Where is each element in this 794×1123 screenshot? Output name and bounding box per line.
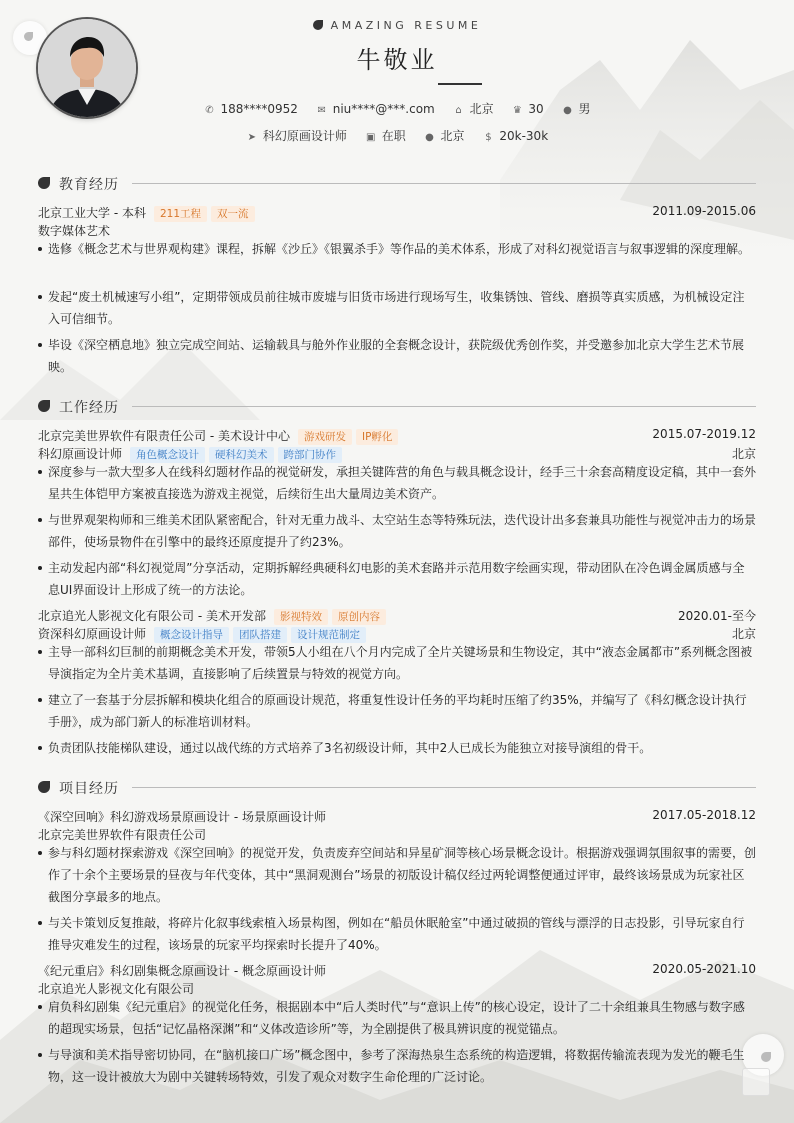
education-row	[38, 204, 756, 222]
job-period: 2015.07-2019.12	[652, 427, 756, 441]
project-org: 北京追光人影视文化有限公司	[38, 982, 195, 996]
list-item: 建立了一套基于分层拆解和模块化组合的原画设计规范，将重复性设计任务的平均耗时压缩了约35%，并编写了《科幻概念设计执行手册》，成为部门新人的标准培训材料。	[38, 689, 756, 733]
list-item: 深度参与一款大型多人在线科幻题材作品的视觉研发，承担关键阵营的角色与载具概念设计，经手三十余套高精度设定稿，其中一套外星共生体铠甲方案被直接选为游戏主视觉，后续衍生出大量周边美术资产。	[38, 461, 756, 505]
list-item: 参与科幻题材探索游戏《深空回响》的视觉开发，负责废弃空间站和异星矿洞等核心场景概念设计。根据游戏强调氛围叙事的需要，创作了十余个主要场景的昼夜与年代变体，其中“黑洞观测台”场景的初版设计稿仅经过两轮调整便通过评审，最终该场景成为玩家社区截图分享最多的地点。	[38, 842, 756, 908]
education-major: 数字媒体艺术	[38, 224, 111, 238]
contact-gender: ● 男	[563, 102, 591, 116]
job-company-row	[38, 427, 756, 445]
section-projects-header	[38, 778, 756, 798]
bullet-dot	[38, 921, 42, 925]
home-icon: ⌂	[455, 105, 462, 116]
project-name: 《深空回响》科幻游戏场景原画设计 - 场景原画设计师	[38, 810, 326, 824]
company-name: 北京追光人影视文化有限公司 - 美术开发部	[38, 609, 266, 623]
bullet-dot	[38, 470, 42, 474]
intention-line	[0, 127, 794, 144]
project-name: 《纪元重启》科幻剧集概念原画设计 - 概念原画设计师	[38, 964, 326, 978]
section-education-header	[38, 174, 756, 194]
brand-text: AMAZING RESUME	[330, 19, 482, 32]
bullet-dot	[38, 518, 42, 522]
contact-age: ♛ 30	[512, 102, 544, 116]
tag: 原创内容	[332, 609, 386, 625]
section-leaf-icon	[38, 177, 50, 189]
bullet-dot	[38, 746, 42, 750]
school-name: 北京工业大学 - 本科	[38, 206, 146, 220]
list-item: 选修《概念艺术与世界观构建》课程，拆解《沙丘》《银翼杀手》等作品的美术体系，形成了对科幻视觉语言与叙事逻辑的深度理解。	[38, 238, 756, 260]
age-cake-icon: ♛	[512, 105, 522, 116]
tag: 双一流	[211, 206, 255, 222]
section-title: 项目经历	[59, 781, 119, 797]
salary-icon: $	[485, 132, 492, 143]
contact-line	[0, 100, 794, 117]
list-item: 主导一部科幻巨制的前期概念美术开发，带领5人小组在八个月内完成了全片关键场景和生物设定，其中“液态金属都市”系列概念图被导演指定为全片美术基调，直接影响了后续置景与特效的视觉方向。	[38, 641, 756, 685]
briefcase-icon: ▣	[365, 132, 376, 143]
intention-status: ▣ 在职	[365, 129, 406, 143]
candidate-name: 牛敬业	[356, 46, 438, 74]
project-org: 北京完美世界软件有限责任公司	[38, 828, 207, 842]
mail-icon: ✉	[317, 105, 326, 116]
tag: 设计规范制定	[291, 627, 366, 643]
section-title: 教育经历	[59, 177, 119, 193]
section-rule	[132, 787, 756, 788]
contact-home: ⌂ 北京	[453, 100, 494, 117]
tag: 硬科幻美术	[209, 447, 274, 463]
bullet-dot	[38, 698, 42, 702]
list-item: 发起“废土机械速写小组”，定期带领成员前往城市废墟与旧货市场进行现场写生，收集锈蚀、管线、磨损等真实质感，为机械设定注入可信细节。	[38, 286, 756, 330]
name-divider	[438, 83, 482, 85]
job-city: 北京	[731, 447, 756, 461]
list-item: 毕设《深空栖息地》独立完成空间站、运输载具与舱外作业服的全套概念设计，获院级优秀创作奖，并受邀参加北京大学生艺术节展映。	[38, 334, 756, 378]
send-icon: ➤	[247, 132, 257, 143]
bullet-dot	[38, 343, 42, 347]
project-period: 2017.05-2018.12	[652, 808, 756, 822]
tag: 211工程	[154, 206, 207, 222]
bullet-dot	[38, 650, 42, 654]
section-title: 工作经历	[59, 400, 119, 416]
bullet-dot	[38, 851, 42, 855]
location-pin-icon: ●	[425, 132, 434, 143]
phone-icon: ✆	[205, 105, 214, 116]
brand-title	[0, 19, 794, 32]
section-rule	[132, 183, 756, 184]
job-city: 北京	[731, 627, 756, 641]
project-row	[38, 808, 756, 825]
section-work-header	[38, 397, 756, 417]
intention-city: ● 北京	[425, 129, 465, 143]
tag: 角色概念设计	[130, 447, 205, 463]
project-period: 2020.05-2021.10	[652, 962, 756, 976]
section-leaf-icon	[38, 781, 50, 793]
list-item: 与世界观架构师和三维美术团队紧密配合，针对无重力战斗、太空站生态等特殊玩法，迭代设计出多套兼具功能性与视觉冲击力的场景部件，使场景物件在引擎中的最终还原度提升了约23%。	[38, 509, 756, 553]
contact-email: ✉ niu****@***.com	[317, 102, 435, 116]
leaf-logo-icon	[313, 20, 323, 30]
project-row	[38, 962, 756, 979]
list-item: 肩负科幻剧集《纪元重启》的视觉化任务，根据剧本中“后人类时代”与“意识上传”的核心设定，设计了二十余组兼具生物感与数字感的超现实场景，包括“记忆晶格深渊”和“义体改造诊所”等，为全剧提供了极具辨识度的视觉锚点。	[38, 996, 756, 1040]
tag: 团队搭建	[233, 627, 287, 643]
section-rule	[132, 406, 756, 407]
gender-icon: ●	[563, 105, 572, 116]
tag: 游戏研发	[298, 429, 352, 445]
tag: 影视特效	[274, 609, 328, 625]
tag: 概念设计指导	[154, 627, 229, 643]
tag: 跨部门协作	[278, 447, 343, 463]
job-company-row	[38, 607, 756, 625]
education-period: 2011.09-2015.06	[652, 204, 756, 218]
bullet-dot	[38, 566, 42, 570]
bullet-dot	[38, 1053, 42, 1057]
bullet-dot	[38, 295, 42, 299]
section-leaf-icon	[38, 400, 50, 412]
job-role: 科幻原画设计师	[38, 447, 123, 461]
job-period: 2020.01-至今	[678, 609, 756, 623]
company-name: 北京完美世界软件有限责任公司 - 美术设计中心	[38, 429, 290, 443]
bullet-dot	[38, 247, 42, 251]
bullet-dot	[38, 1005, 42, 1009]
job-role: 资深科幻原画设计师	[38, 627, 147, 641]
list-item: 与关卡策划反复推敲，将碎片化叙事线索植入场景构图，例如在“船员休眠舱室”中通过破损的管线与漂浮的日志投影，引导玩家自行推导灾难发生的过程，该场景的玩家平均探索时长提升了40%。	[38, 912, 756, 956]
list-item: 主动发起内部“科幻视觉周”分享活动，定期拆解经典硬科幻电影的美术套路并示范用数字绘画实现，带动团队在冷色调金属质感与全息UI界面设计上形成了统一的方法论。	[38, 557, 756, 601]
list-item: 负责团队技能梯队建设，通过以战代练的方式培养了3名初级设计师，其中2人已成长为能独立对接导演组的骨干。	[38, 737, 756, 759]
intention-salary: $ 20k-30k	[482, 129, 548, 143]
tag: IP孵化	[356, 429, 398, 445]
contact-phone: ✆ 188****0952	[205, 102, 298, 116]
list-item: 与导演和美术指导密切协同，在“脑机接口广场”概念图中，参考了深海热泉生态系统的构造逻辑，将数据传输流表现为发光的鞭毛生物，这一设计被放大为剧中关键转场特效，引发了观众对数字生命伦理的广泛讨论。	[38, 1044, 756, 1088]
intention-position: ➤ 科幻原画设计师	[247, 129, 347, 143]
